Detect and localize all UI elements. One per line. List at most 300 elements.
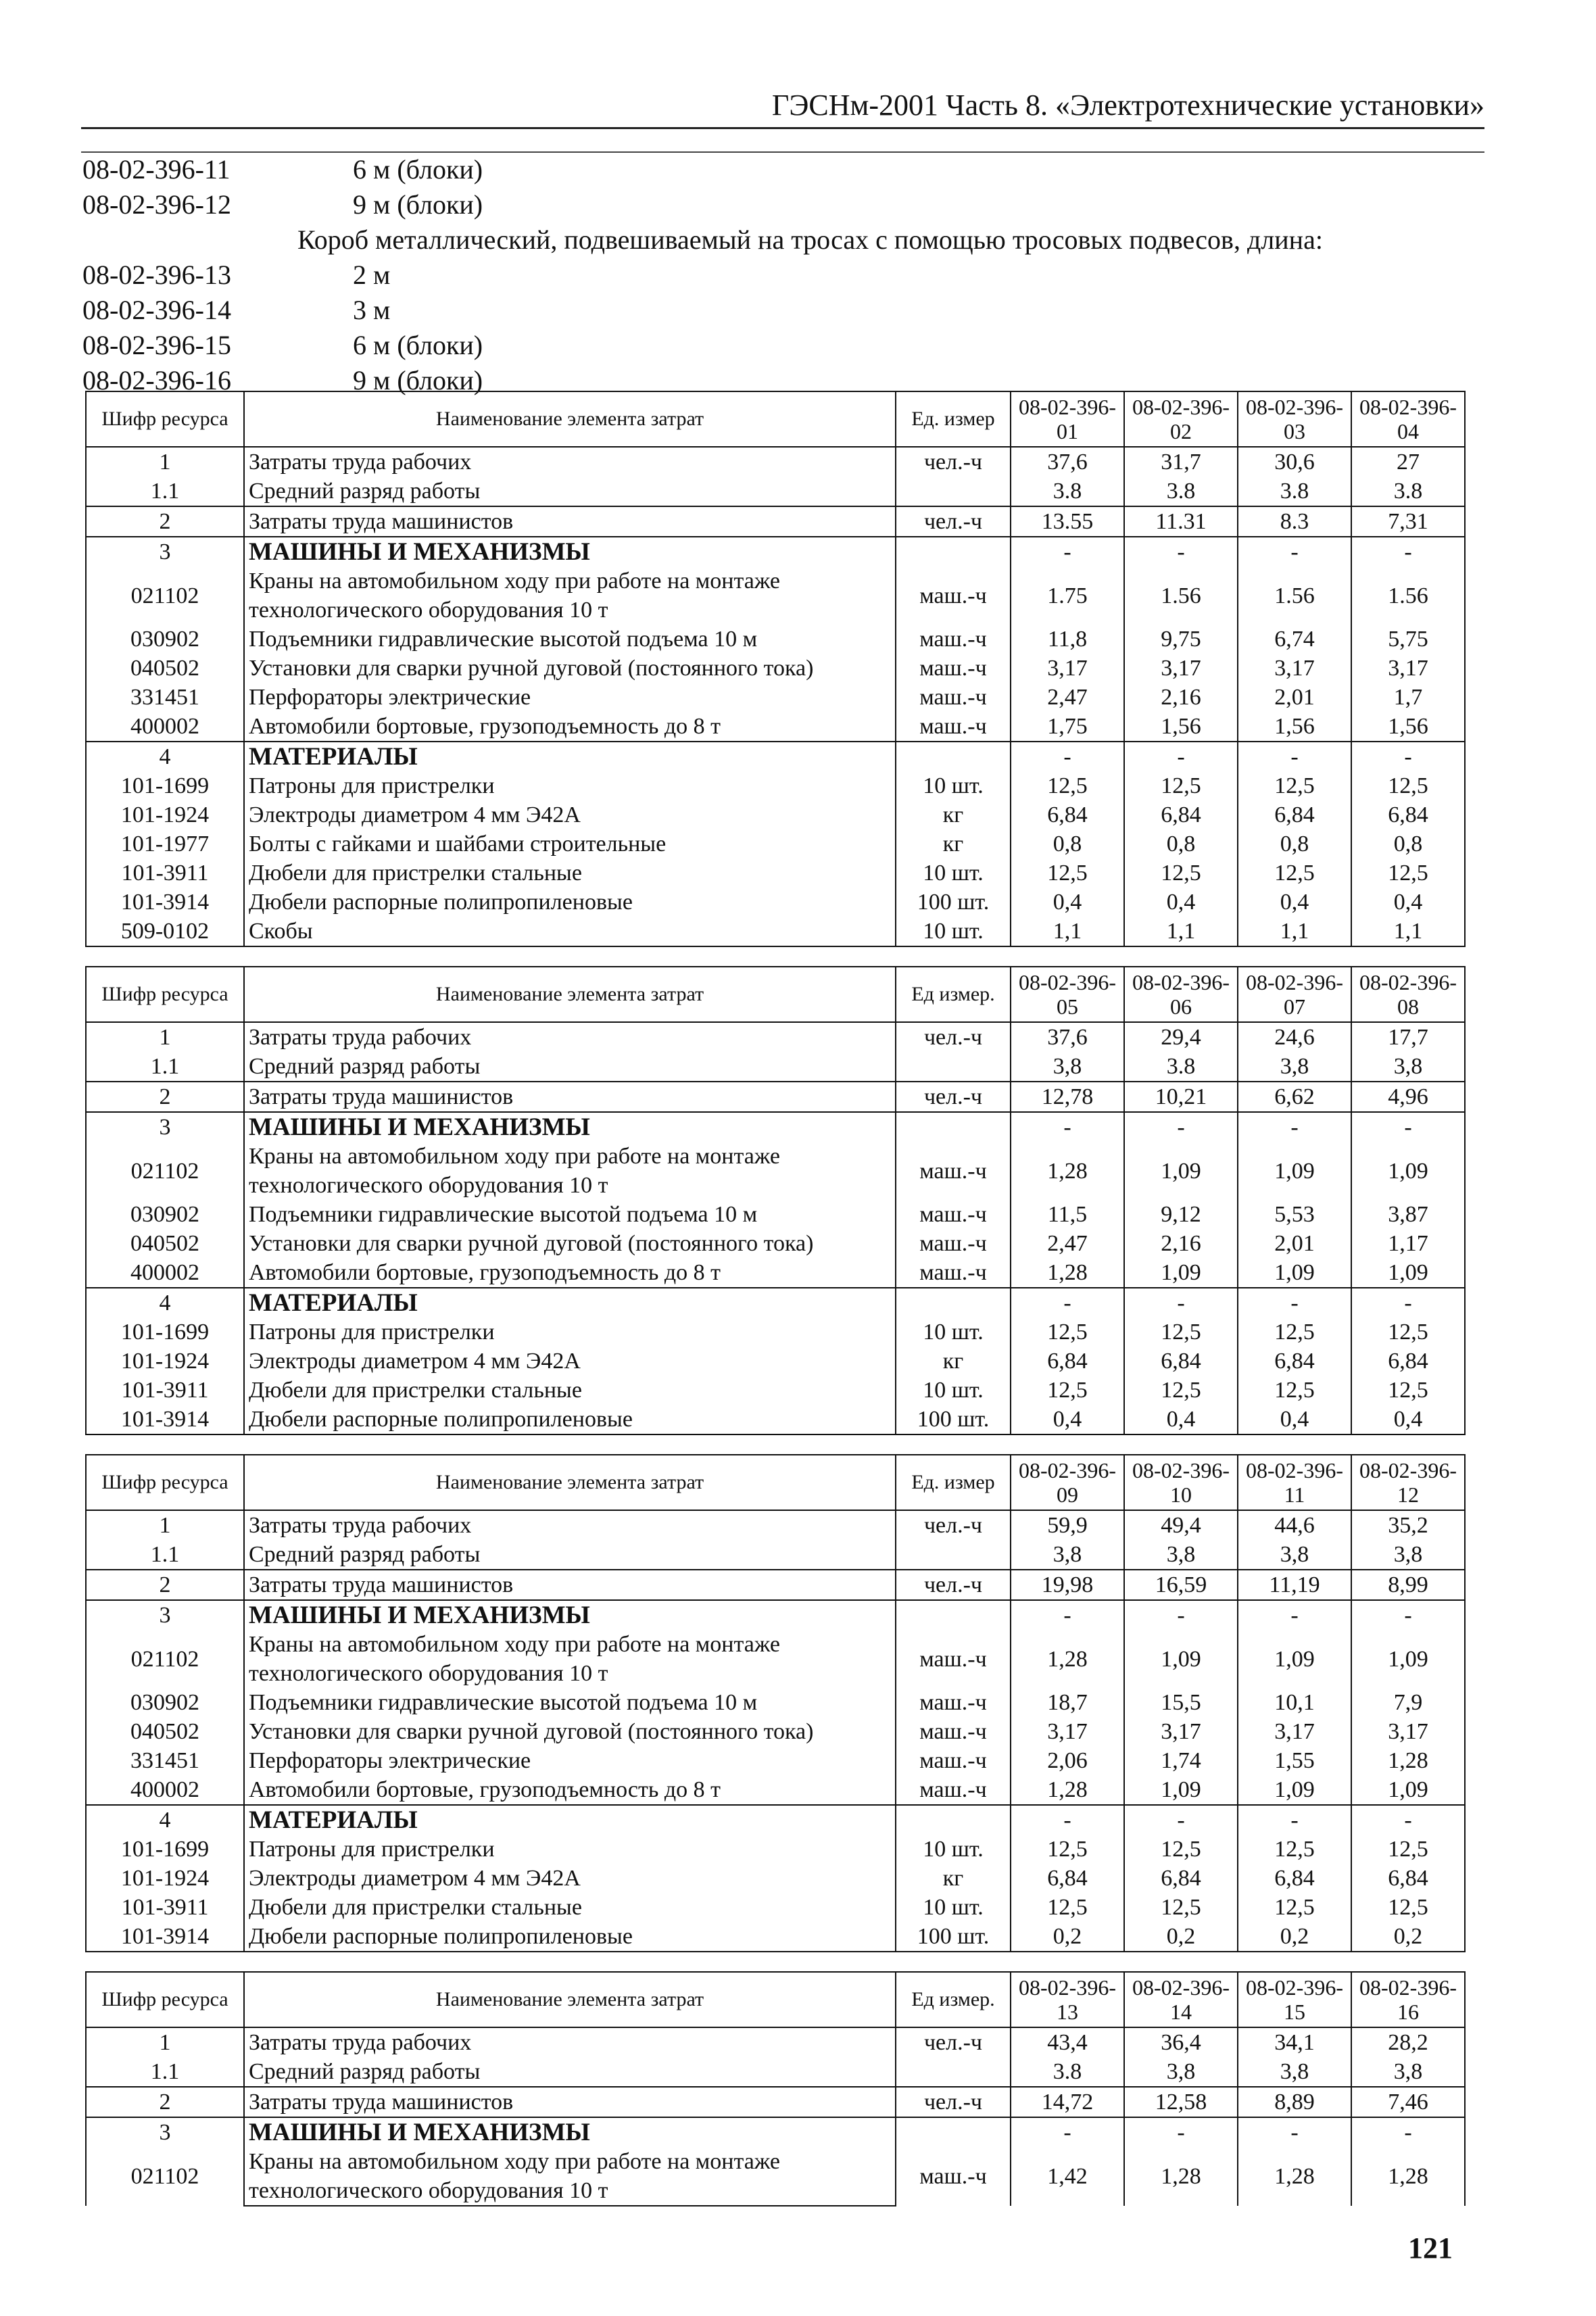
cost-element-name: МАШИНЫ И МЕХАНИЗМЫ bbox=[244, 1600, 896, 1630]
resource-code: 021102 bbox=[86, 566, 244, 625]
norm-value: 3,8 bbox=[1351, 1540, 1465, 1570]
cost-element-name: Краны на автомобильном ходу при работе на монтаже bbox=[244, 1142, 896, 1171]
cost-element-name: МАШИНЫ И МЕХАНИЗМЫ bbox=[244, 2117, 896, 2147]
cost-element-name-continued: технологического оборудования 10 т bbox=[244, 1171, 896, 1200]
norm-value: 3,8 bbox=[1351, 2057, 1465, 2087]
unit-of-measure bbox=[896, 742, 1011, 771]
header-unit: Ед измер. bbox=[896, 967, 1011, 1022]
norm-value: - bbox=[1124, 1805, 1238, 1835]
norm-value: 12,5 bbox=[1124, 771, 1238, 800]
norm-value: 3,17 bbox=[1238, 654, 1351, 683]
norm-value: 17,7 bbox=[1351, 1022, 1465, 1052]
cost-element-name: МАТЕРИАЛЫ bbox=[244, 1288, 896, 1318]
norm-value: - bbox=[1124, 1288, 1238, 1318]
norm-value: 3,87 bbox=[1351, 1200, 1465, 1229]
norm-value: 1.56 bbox=[1124, 566, 1238, 625]
cost-element-name: Установки для сварки ручной дуговой (постоянного тока) bbox=[244, 1229, 896, 1258]
norm-value: 6,84 bbox=[1238, 800, 1351, 829]
code-description: 6 м (блоки) bbox=[353, 330, 483, 360]
resource-code: 101-3914 bbox=[86, 888, 244, 917]
code-number: 08-02-396-14 bbox=[82, 295, 231, 325]
resource-code: 400002 bbox=[86, 1775, 244, 1805]
norm-value: 7,9 bbox=[1351, 1688, 1465, 1717]
norm-value: - bbox=[1238, 1805, 1351, 1835]
norm-value: 3.8 bbox=[1011, 477, 1124, 506]
code-description: 6 м (блоки) bbox=[353, 154, 483, 185]
cost-element-name: Затраты труда машинистов bbox=[244, 2087, 896, 2117]
page-header bbox=[81, 87, 1484, 129]
resource-code: 040502 bbox=[86, 1717, 244, 1746]
cost-element-name: МАТЕРИАЛЫ bbox=[244, 1805, 896, 1835]
cost-element-name: Затраты труда машинистов bbox=[244, 1570, 896, 1600]
table-row bbox=[86, 2117, 1465, 2147]
norm-value: 9,75 bbox=[1124, 625, 1238, 654]
norm-value: 1,09 bbox=[1238, 1630, 1351, 1688]
norm-value: 1,28 bbox=[1124, 2147, 1238, 2206]
norm-value: 8,89 bbox=[1238, 2087, 1351, 2117]
norm-value: - bbox=[1124, 537, 1238, 566]
table-row bbox=[86, 1112, 1465, 1142]
header-norm-code: 08-02-396-01 bbox=[1011, 391, 1124, 447]
resource-code: 101-1924 bbox=[86, 1347, 244, 1376]
norm-value: 1.75 bbox=[1011, 566, 1124, 625]
table-row bbox=[86, 1864, 1465, 1893]
cost-element-name: МАТЕРИАЛЫ bbox=[244, 742, 896, 771]
resource-code: 1.1 bbox=[86, 2057, 244, 2087]
norm-value: - bbox=[1238, 2117, 1351, 2147]
unit-of-measure: 10 шт. bbox=[896, 1376, 1011, 1405]
norm-value: 6,74 bbox=[1238, 625, 1351, 654]
norm-value: 6,84 bbox=[1124, 1347, 1238, 1376]
norm-value: 1,7 bbox=[1351, 683, 1465, 712]
norm-value: 1,1 bbox=[1238, 917, 1351, 946]
norm-value: 12,5 bbox=[1351, 1318, 1465, 1347]
norm-value: 12,5 bbox=[1124, 1893, 1238, 1922]
norm-value: 12,58 bbox=[1124, 2087, 1238, 2117]
norm-value: 3,17 bbox=[1351, 1717, 1465, 1746]
unit-of-measure: чел.-ч bbox=[896, 1570, 1011, 1600]
cost-element-name: Дюбели для пристрелки стальные bbox=[244, 1893, 896, 1922]
unit-of-measure: 10 шт. bbox=[896, 1835, 1011, 1864]
cost-element-name: Дюбели распорные полипропиленовые bbox=[244, 888, 896, 917]
norm-value: 6,84 bbox=[1011, 1347, 1124, 1376]
resource-code: 1.1 bbox=[86, 1540, 244, 1570]
norm-value: 1,28 bbox=[1351, 1746, 1465, 1775]
norm-value: 0,4 bbox=[1351, 888, 1465, 917]
norm-value: 1,09 bbox=[1238, 1142, 1351, 1200]
header-norm-code: 08-02-396-16 bbox=[1351, 1972, 1465, 2027]
resource-code: 021102 bbox=[86, 1142, 244, 1200]
resource-code: 101-1924 bbox=[86, 800, 244, 829]
header-norm-code: 08-02-396-12 bbox=[1351, 1455, 1465, 1510]
norm-value: 30,6 bbox=[1238, 447, 1351, 477]
norm-value: 1,42 bbox=[1011, 2147, 1124, 2206]
norm-value: 12,5 bbox=[1351, 771, 1465, 800]
norm-value: 0,2 bbox=[1238, 1922, 1351, 1952]
norm-value: - bbox=[1011, 1288, 1124, 1318]
norm-value: 12,5 bbox=[1238, 859, 1351, 888]
norm-value: 3.8 bbox=[1124, 477, 1238, 506]
cost-element-name: Патроны для пристрелки bbox=[244, 771, 896, 800]
table-row bbox=[86, 1835, 1465, 1864]
unit-of-measure bbox=[896, 1540, 1011, 1570]
unit-of-measure bbox=[896, 2057, 1011, 2087]
page-number: 121 bbox=[1408, 2231, 1453, 2265]
norm-value: 12,5 bbox=[1238, 1376, 1351, 1405]
cost-element-name: Краны на автомобильном ходу при работе на монтаже bbox=[244, 566, 896, 596]
norm-value: 18,7 bbox=[1011, 1688, 1124, 1717]
unit-of-measure: маш.-ч bbox=[896, 625, 1011, 654]
norm-value: 3,17 bbox=[1238, 1717, 1351, 1746]
norm-value: - bbox=[1351, 1112, 1465, 1142]
norm-value: 1,09 bbox=[1124, 1258, 1238, 1288]
table-row bbox=[86, 2087, 1465, 2117]
table-row bbox=[86, 1805, 1465, 1835]
cost-element-name: Затраты труда машинистов bbox=[244, 1082, 896, 1112]
resource-code: 3 bbox=[86, 1600, 244, 1630]
norm-value: 6,84 bbox=[1351, 1864, 1465, 1893]
unit-of-measure: маш.-ч bbox=[896, 1775, 1011, 1805]
header-unit: Ед измер. bbox=[896, 1972, 1011, 2027]
cost-element-name: Затраты труда машинистов bbox=[244, 506, 896, 537]
norm-value: 0,2 bbox=[1011, 1922, 1124, 1952]
norm-value: 12,5 bbox=[1124, 1835, 1238, 1864]
resource-code: 1 bbox=[86, 1510, 244, 1540]
table-row bbox=[86, 1200, 1465, 1229]
norm-value: 0,2 bbox=[1124, 1922, 1238, 1952]
table-row bbox=[86, 537, 1465, 566]
cost-element-name-continued: технологического оборудования 10 т bbox=[244, 1659, 896, 1688]
table-row bbox=[86, 1746, 1465, 1775]
table-row bbox=[86, 2057, 1465, 2087]
unit-of-measure bbox=[896, 2117, 1011, 2147]
resource-code: 3 bbox=[86, 1112, 244, 1142]
code-number: 08-02-396-16 bbox=[82, 365, 231, 395]
table-row bbox=[86, 1347, 1465, 1376]
norm-value: 12,5 bbox=[1351, 1893, 1465, 1922]
norm-value: 6,84 bbox=[1124, 800, 1238, 829]
unit-of-measure bbox=[896, 1112, 1011, 1142]
norm-value: 1,17 bbox=[1351, 1229, 1465, 1258]
resource-table bbox=[85, 1454, 1466, 1952]
cost-element-name: Затраты труда рабочих bbox=[244, 1022, 896, 1052]
unit-of-measure: маш.-ч bbox=[896, 712, 1011, 742]
norm-value: - bbox=[1124, 742, 1238, 771]
norm-value: 12,5 bbox=[1238, 771, 1351, 800]
norm-value: 3.8 bbox=[1238, 477, 1351, 506]
cost-element-name: Скобы bbox=[244, 917, 896, 946]
cost-element-name: Электроды диаметром 4 мм Э42А bbox=[244, 1347, 896, 1376]
norm-value: 28,2 bbox=[1351, 2027, 1465, 2057]
cost-element-name-continued: технологического оборудования 10 т bbox=[244, 596, 896, 625]
norm-value: 16,59 bbox=[1124, 1570, 1238, 1600]
norm-value: 3.8 bbox=[1011, 2057, 1124, 2087]
norm-value: - bbox=[1351, 742, 1465, 771]
norm-value: 44,6 bbox=[1238, 1510, 1351, 1540]
code-number: 08-02-396-13 bbox=[82, 260, 231, 290]
header-norm-code: 08-02-396-15 bbox=[1238, 1972, 1351, 2027]
norm-value: 10,1 bbox=[1238, 1688, 1351, 1717]
norm-value: 43,4 bbox=[1011, 2027, 1124, 2057]
norm-value: 1,28 bbox=[1011, 1630, 1124, 1688]
norm-value: 1,09 bbox=[1351, 1258, 1465, 1288]
resource-code: 2 bbox=[86, 2087, 244, 2117]
resource-code: 4 bbox=[86, 742, 244, 771]
norm-value: 12,5 bbox=[1351, 1376, 1465, 1405]
cost-element-name: Затраты труда рабочих bbox=[244, 447, 896, 477]
norm-value: 8,99 bbox=[1351, 1570, 1465, 1600]
norm-value: 1,28 bbox=[1351, 2147, 1465, 2206]
norm-value: 1,09 bbox=[1124, 1142, 1238, 1200]
norm-value: 2,47 bbox=[1011, 683, 1124, 712]
table-row bbox=[86, 1893, 1465, 1922]
norm-value: 2,01 bbox=[1238, 1229, 1351, 1258]
table-row bbox=[86, 1630, 1465, 1659]
norm-value: 35,2 bbox=[1351, 1510, 1465, 1540]
header-norm-code: 08-02-396-05 bbox=[1011, 967, 1124, 1022]
unit-of-measure: маш.-ч bbox=[896, 1258, 1011, 1288]
norm-value: 27 bbox=[1351, 447, 1465, 477]
header-norm-code: 08-02-396-07 bbox=[1238, 967, 1351, 1022]
norm-value: 12,5 bbox=[1124, 859, 1238, 888]
norm-value: - bbox=[1238, 537, 1351, 566]
resource-tables bbox=[85, 391, 1464, 2225]
norm-value: 1,56 bbox=[1238, 712, 1351, 742]
resource-code: 1 bbox=[86, 447, 244, 477]
norm-value: 12,5 bbox=[1011, 1376, 1124, 1405]
header-norm-code: 08-02-396-03 bbox=[1238, 391, 1351, 447]
unit-of-measure: чел.-ч bbox=[896, 1082, 1011, 1112]
norm-value: - bbox=[1011, 537, 1124, 566]
norm-value: 37,6 bbox=[1011, 1022, 1124, 1052]
norm-value: - bbox=[1351, 1600, 1465, 1630]
resource-code: 2 bbox=[86, 506, 244, 537]
resource-code: 2 bbox=[86, 1570, 244, 1600]
norm-value: 49,4 bbox=[1124, 1510, 1238, 1540]
norm-value: 12,5 bbox=[1238, 1318, 1351, 1347]
norm-value: 6,84 bbox=[1238, 1347, 1351, 1376]
unit-of-measure bbox=[896, 1805, 1011, 1835]
cost-element-name: Краны на автомобильном ходу при работе на монтаже bbox=[244, 2147, 896, 2176]
header-cost-element: Наименование элемента затрат bbox=[244, 967, 896, 1022]
norm-value: 0,4 bbox=[1011, 1405, 1124, 1434]
resource-code: 101-1699 bbox=[86, 771, 244, 800]
table-header-row bbox=[86, 1455, 1465, 1510]
table-row bbox=[86, 1142, 1465, 1171]
resource-code: 030902 bbox=[86, 1688, 244, 1717]
cost-element-name: МАШИНЫ И МЕХАНИЗМЫ bbox=[244, 1112, 896, 1142]
header-cost-element: Наименование элемента затрат bbox=[244, 391, 896, 447]
unit-of-measure: чел.-ч bbox=[896, 506, 1011, 537]
code-list-item bbox=[81, 258, 1484, 293]
norm-value: 12,5 bbox=[1011, 859, 1124, 888]
resource-code: 3 bbox=[86, 537, 244, 566]
unit-of-measure: 10 шт. bbox=[896, 1318, 1011, 1347]
norm-value: - bbox=[1238, 1600, 1351, 1630]
table-row bbox=[86, 1229, 1465, 1258]
norm-value: 1,28 bbox=[1011, 1142, 1124, 1200]
norm-value: 13.55 bbox=[1011, 506, 1124, 537]
table-row bbox=[86, 1258, 1465, 1288]
table-row bbox=[86, 917, 1465, 946]
header-norm-code: 08-02-396-04 bbox=[1351, 391, 1465, 447]
table-row bbox=[86, 800, 1465, 829]
norm-value: 1,55 bbox=[1238, 1746, 1351, 1775]
norm-value: 1,28 bbox=[1238, 2147, 1351, 2206]
unit-of-measure: чел.-ч bbox=[896, 2087, 1011, 2117]
table-row bbox=[86, 771, 1465, 800]
norm-value: 1.56 bbox=[1351, 566, 1465, 625]
norm-value: 5,75 bbox=[1351, 625, 1465, 654]
norm-value: - bbox=[1351, 1288, 1465, 1318]
header-resource-code: Шифр ресурса bbox=[86, 1455, 244, 1510]
cost-element-name: Средний разряд работы bbox=[244, 1052, 896, 1082]
norm-value: 0,8 bbox=[1124, 829, 1238, 859]
table-row bbox=[86, 859, 1465, 888]
cost-element-name: Автомобили бортовые, грузоподъемность до 8 т bbox=[244, 1258, 896, 1288]
table-row bbox=[86, 1405, 1465, 1434]
resource-table bbox=[85, 966, 1466, 1435]
norm-value: 3,8 bbox=[1011, 1540, 1124, 1570]
norm-value: 31,7 bbox=[1124, 447, 1238, 477]
cost-element-name: Перфораторы электрические bbox=[244, 1746, 896, 1775]
norm-value: 12,5 bbox=[1011, 1835, 1124, 1864]
table-row bbox=[86, 742, 1465, 771]
code-description: 9 м (блоки) bbox=[353, 189, 483, 220]
norm-value: 6,84 bbox=[1124, 1864, 1238, 1893]
table-row bbox=[86, 1376, 1465, 1405]
norm-value: 0,8 bbox=[1238, 829, 1351, 859]
cost-element-name: Перфораторы электрические bbox=[244, 683, 896, 712]
code-list bbox=[81, 152, 1484, 398]
norm-value: - bbox=[1011, 2117, 1124, 2147]
cost-element-name: Средний разряд работы bbox=[244, 2057, 896, 2087]
table-row bbox=[86, 1922, 1465, 1952]
unit-of-measure bbox=[896, 1052, 1011, 1082]
resource-code: 4 bbox=[86, 1288, 244, 1318]
norm-value: 2,16 bbox=[1124, 1229, 1238, 1258]
header-title: ГЭСНм-2001 Часть 8. «Электротехнические установки» bbox=[771, 89, 1484, 122]
norm-value: 29,4 bbox=[1124, 1022, 1238, 1052]
table-row bbox=[86, 1570, 1465, 1600]
resource-code: 331451 bbox=[86, 1746, 244, 1775]
header-norm-code: 08-02-396-13 bbox=[1011, 1972, 1124, 2027]
resource-code: 101-3911 bbox=[86, 1376, 244, 1405]
table-row bbox=[86, 888, 1465, 917]
unit-of-measure: маш.-ч bbox=[896, 1229, 1011, 1258]
norm-value: 0,4 bbox=[1238, 1405, 1351, 1434]
cost-element-name: Электроды диаметром 4 мм Э42А bbox=[244, 1864, 896, 1893]
norm-value: 1,1 bbox=[1351, 917, 1465, 946]
norm-value: - bbox=[1238, 1288, 1351, 1318]
norm-value: 14,72 bbox=[1011, 2087, 1124, 2117]
norm-value: 0,4 bbox=[1124, 1405, 1238, 1434]
code-list-item bbox=[81, 152, 1484, 187]
norm-value: 11.31 bbox=[1124, 506, 1238, 537]
resource-table bbox=[85, 1971, 1466, 2206]
resource-code: 040502 bbox=[86, 654, 244, 683]
unit-of-measure: кг bbox=[896, 829, 1011, 859]
norm-value: 12,5 bbox=[1351, 1835, 1465, 1864]
table-row bbox=[86, 1052, 1465, 1082]
code-list-item bbox=[81, 293, 1484, 328]
header-norm-code: 08-02-396-14 bbox=[1124, 1972, 1238, 2027]
resource-code: 101-3911 bbox=[86, 1893, 244, 1922]
table-row bbox=[86, 1775, 1465, 1805]
norm-value: 2,01 bbox=[1238, 683, 1351, 712]
cost-element-name-continued: технологического оборудования 10 т bbox=[244, 2176, 896, 2206]
unit-of-measure: 10 шт. bbox=[896, 859, 1011, 888]
norm-value: 34,1 bbox=[1238, 2027, 1351, 2057]
cost-element-name: Болты с гайками и шайбами строительные bbox=[244, 829, 896, 859]
unit-of-measure bbox=[896, 477, 1011, 506]
unit-of-measure: маш.-ч bbox=[896, 1717, 1011, 1746]
code-description: 3 м bbox=[353, 295, 391, 325]
unit-of-measure: чел.-ч bbox=[896, 447, 1011, 477]
unit-of-measure: 100 шт. bbox=[896, 1405, 1011, 1434]
norm-value: 36,4 bbox=[1124, 2027, 1238, 2057]
norm-value: 12,5 bbox=[1351, 859, 1465, 888]
header-norm-code: 08-02-396-08 bbox=[1351, 967, 1465, 1022]
code-number: 08-02-396-12 bbox=[82, 189, 231, 220]
unit-of-measure bbox=[896, 1600, 1011, 1630]
code-list-item bbox=[81, 187, 1484, 222]
table-row bbox=[86, 2027, 1465, 2057]
norm-value: 19,98 bbox=[1011, 1570, 1124, 1600]
norm-value: 3,8 bbox=[1238, 2057, 1351, 2087]
table-row bbox=[86, 1717, 1465, 1746]
unit-of-measure: маш.-ч bbox=[896, 1630, 1011, 1688]
code-group-heading bbox=[81, 222, 1484, 258]
norm-value: 0,4 bbox=[1011, 888, 1124, 917]
unit-of-measure: чел.-ч bbox=[896, 1510, 1011, 1540]
cost-element-name: Дюбели для пристрелки стальные bbox=[244, 859, 896, 888]
norm-value: 10,21 bbox=[1124, 1082, 1238, 1112]
norm-value: 0,2 bbox=[1351, 1922, 1465, 1952]
table-row bbox=[86, 712, 1465, 742]
cost-element-name: Краны на автомобильном ходу при работе на монтаже bbox=[244, 1630, 896, 1659]
norm-value: 4,96 bbox=[1351, 1082, 1465, 1112]
unit-of-measure: кг bbox=[896, 800, 1011, 829]
norm-value: 6,62 bbox=[1238, 1082, 1351, 1112]
norm-value: 11,19 bbox=[1238, 1570, 1351, 1600]
header-cost-element: Наименование элемента затрат bbox=[244, 1972, 896, 2027]
table-row bbox=[86, 829, 1465, 859]
unit-of-measure: маш.-ч bbox=[896, 1688, 1011, 1717]
norm-value: 1.56 bbox=[1238, 566, 1351, 625]
norm-value: 1,09 bbox=[1351, 1630, 1465, 1688]
norm-value: 12,5 bbox=[1011, 771, 1124, 800]
norm-value: - bbox=[1124, 1600, 1238, 1630]
norm-value: - bbox=[1351, 537, 1465, 566]
header-norm-code: 08-02-396-11 bbox=[1238, 1455, 1351, 1510]
norm-value: 24,6 bbox=[1238, 1022, 1351, 1052]
norm-value: 0,4 bbox=[1124, 888, 1238, 917]
table-row bbox=[86, 1688, 1465, 1717]
norm-value: 3,17 bbox=[1124, 654, 1238, 683]
table-row bbox=[86, 1082, 1465, 1112]
resource-code: 101-1924 bbox=[86, 1864, 244, 1893]
header-norm-code: 08-02-396-02 bbox=[1124, 391, 1238, 447]
norm-value: - bbox=[1011, 1805, 1124, 1835]
cost-element-name: Затраты труда рабочих bbox=[244, 1510, 896, 1540]
norm-value: 1,56 bbox=[1124, 712, 1238, 742]
table-row bbox=[86, 2147, 1465, 2176]
norm-value: 2,06 bbox=[1011, 1746, 1124, 1775]
unit-of-measure: маш.-ч bbox=[896, 654, 1011, 683]
table-row bbox=[86, 683, 1465, 712]
norm-value: 3,8 bbox=[1011, 1052, 1124, 1082]
